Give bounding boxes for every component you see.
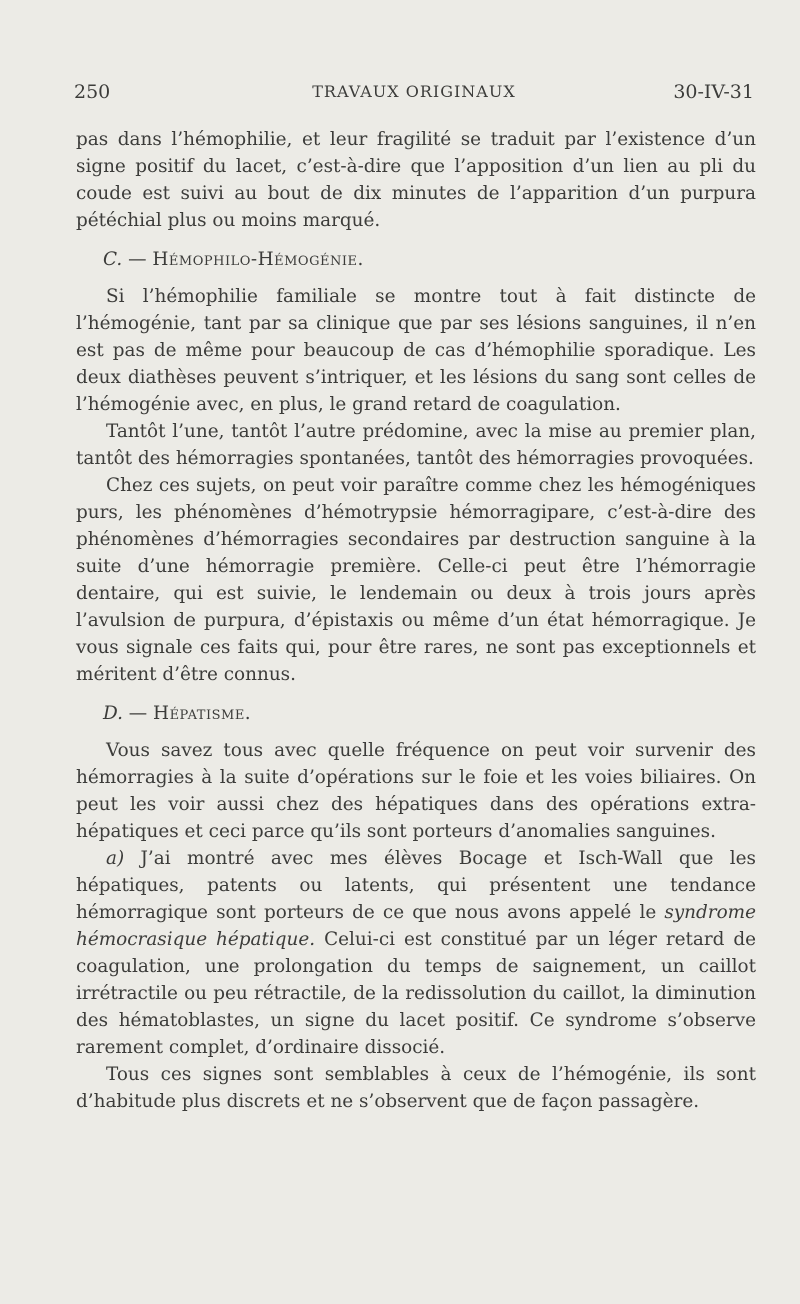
paragraph: Vous savez tous avec quelle fréquence on peut voir survenir des hémorragies à la suite d’opérations sur le foie et les voies biliaires. On peut les voir aussi chez des hépatiques dans des opérations extra-hépatiques et ceci parce qu’ils sont porteurs d’anomalies sanguines. <box>76 740 756 842</box>
running-header <box>74 80 754 104</box>
list-label: a) <box>106 848 125 869</box>
paragraph-text: Celui-ci est constitué par un léger retard de coagulation, une prolongation du temps de saignement, un caillot irrétractile ou peu rétractile, de la redissolution du caillot, la diminution des hématoblastes, un signe du lacet positif. Ce syndrome s’observe rarement complet, d’ordinaire dissocié. <box>76 929 756 1058</box>
page-number: 250 <box>74 81 111 103</box>
running-title: TRAVAUX ORIGINAUX <box>312 82 516 101</box>
section-heading-d <box>103 700 756 727</box>
emphasized-term: syndrome hémocrasique hépatique. <box>76 902 756 950</box>
section-letter: D. <box>103 703 123 724</box>
section-dash: — <box>122 703 154 724</box>
paragraph: Si l’hémophilie familiale se montre tout à fait distincte de l’hémogénie, tant par sa clinique que par ses lésions sanguines, il n’en est pas de même pour beaucoup de cas d’hémophilie sporadique. Les deux diathèses peuvent s’intriquer, et les lésions du sang sont celles de l’hémogénie avec, en plus, le grand retard de coagulation. <box>76 286 756 415</box>
paragraph-a <box>76 845 756 1061</box>
paragraph: Tantôt l’une, tantôt l’autre prédomine, avec la mise au premier plan, tantôt des hémorragies spontanées, tantôt des hémorragies provoquées. <box>76 421 756 469</box>
section-title: Hépatisme. <box>153 703 252 724</box>
section-dash: — <box>122 249 153 270</box>
section-heading-c <box>103 246 756 273</box>
paragraph-continuation: pas dans l’hémophilie, et leur fragilité se traduit par l’existence d’un signe positif du lacet, c’est-à-dire que l’apposition d’un lien au pli du coude est suivi au bout de dix minutes de l’apparition d’un purpura pétéchial plus ou moins marqué. <box>76 129 756 231</box>
paragraph: Chez ces sujets, on peut voir paraître comme chez les hémogéniques purs, les phénomènes d’hémotrypsie hémorragipare, c’est-à-dire des phénomènes d’hémorragies secondaires par destruction sanguine à la suite d’une hémorragie première. Celle-ci peut être l’hémorragie dentaire, qui est suivie, le lendemain ou deux à trois jours après l’avulsion de purpura, d’épistaxis ou même d’un état hémorragique. Je vous signale ces faits qui, pour être rares, ne sont pas exceptionnels et méritent d’être connus. <box>76 475 756 685</box>
header-date: 30-IV-31 <box>673 81 754 103</box>
page-body <box>76 126 756 1115</box>
section-letter: C. <box>103 249 123 270</box>
paragraph: Tous ces signes sont semblables à ceux de l’hémogénie, ils sont d’habitude plus discrets et ne s’observent que de façon passagère. <box>76 1064 756 1112</box>
section-title: Hémophilo-Hémogénie. <box>152 249 364 270</box>
paragraph-text: J’ai montré avec mes élèves Bocage et Isch-Wall que les hépatiques, patents ou latents, qui présentent une tendance hémorragique sont porteurs de ce que nous avons appelé le <box>76 848 756 923</box>
